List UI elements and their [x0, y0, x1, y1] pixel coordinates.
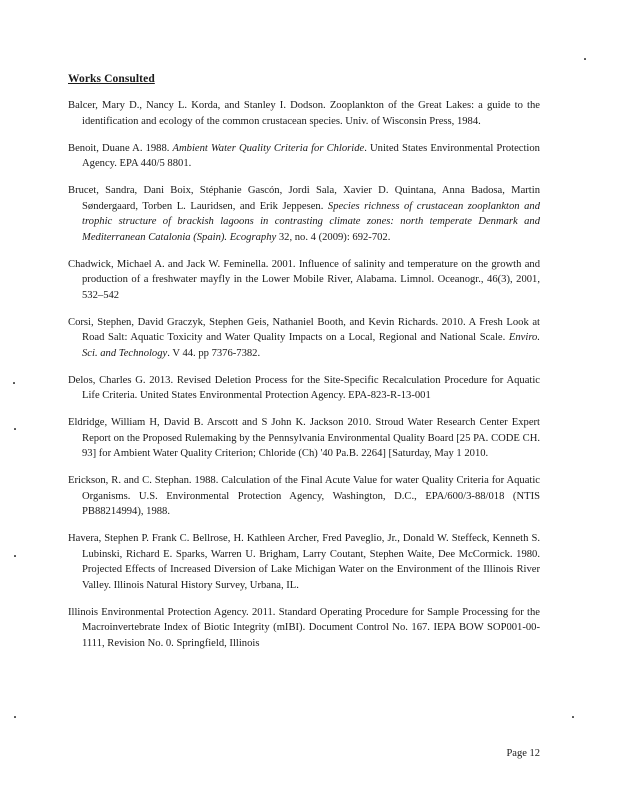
reference-text: Balcer, Mary D., Nancy L. Korda, and Stanley I. Dodson. Zooplankton of the Great Lakes: a guide to the identification and ecology of the common crustacean species. Univ. of Wisconsin Press, 1984. — [68, 100, 540, 127]
scan-speck — [13, 382, 15, 384]
scan-speck — [14, 716, 16, 718]
reference-text: . V 44. pp 7376-7382. — [167, 347, 261, 359]
reference-title-italic: Enviro. Sci. and Technology — [82, 332, 540, 359]
reference-text: Benoit, Duane A. 1988. — [68, 142, 173, 154]
reference-entry — [68, 373, 540, 404]
reference-entry — [68, 98, 540, 129]
section-heading: Works Consulted — [68, 73, 155, 85]
reference-text: . United States Environmental Protection Agency. EPA 440/5 8801. — [82, 142, 540, 169]
scan-speck — [14, 555, 16, 557]
reference-text: Brucet, Sandra, Dani Boix, Stéphanie Gascón, Jordi Sala, Xavier D. Quintana, Anna Badosa, Martin Søndergaard, Torben L. Lauridsen, and Erik Jeppesen. — [68, 185, 540, 212]
reference-entry — [68, 415, 540, 462]
reference-entry — [68, 473, 540, 520]
reference-entry — [68, 257, 540, 304]
reference-entry — [68, 531, 540, 593]
reference-text: Chadwick, Michael A. and Jack W. Feminella. 2001. Influence of salinity and temperature on the growth and production of a freshwater mayfly in the Lower Mobile River, Alabama. Limnol. Oceanogr., 46(3), 2001, 532–542 — [68, 258, 540, 301]
scan-speck — [584, 58, 586, 60]
page-number: Page 12 — [506, 748, 540, 759]
reference-entry — [68, 183, 540, 245]
reference-title-italic: Species richness of crustacean zooplankton and trophic structure of brackish lagoons in contrasting climate zones: north temperate Denmark and Mediterranean Catalonia (Spain). Ecography — [82, 200, 540, 243]
reference-text: Delos, Charles G. 2013. Revised Deletion Process for the Site-Specific Recalculation Procedure for Aquatic Life Criteria. United States Environmental Protection Agency. EPA-823-R-13-001 — [68, 374, 540, 401]
reference-entry — [68, 315, 540, 362]
reference-list — [68, 98, 540, 663]
scan-speck — [572, 716, 574, 718]
reference-title-italic: Ambient Water Quality Criteria for Chloride — [172, 142, 365, 154]
reference-text: Corsi, Stephen, David Graczyk, Stephen Geis, Nathaniel Booth, and Kevin Richards. 2010. A Fresh Look at Road Salt: Aquatic Toxicity and Water Quality Impacts on a Local, Regional and National Scale. — [68, 316, 540, 343]
scan-speck — [14, 428, 16, 430]
reference-text: Eldridge, William H, David B. Arscott and S John K. Jackson 2010. Stroud Water Research Center Expert Report on the Proposed Rulemaking by the Pennsylvania Environmental Quality Board [25 PA. CODE CH. 93] for Ambient Water Quality Criterion; Chloride (Ch) '40 Pa.B. 2264] [Saturday, May 1 2010. — [68, 417, 540, 459]
reference-text: Havera, Stephen P. Frank C. Bellrose, H. Kathleen Archer, Fred Paveglio, Jr., Donald W. Steffeck, Kenneth S. Lubinski, Richard E. Sparks, Warren U. Brigham, Larry Coutant, Stephen Waite, Dee McCormick. 1980. Projected Effects of Increased Diversion of Lake Michigan Water on the Environment of the Illinois River Valley. Illinois Natural History Survey, Urbana, IL. — [68, 533, 540, 591]
reference-entry — [68, 141, 540, 172]
reference-text: Illinois Environmental Protection Agency. 2011. Standard Operating Procedure for Sample Processing for the Macroinvertebrate Index of Biotic Integrity (mIBI). Document Control No. 167. IEPA BOW SOP001-00-1111, Revision No. 0. Springfield, Illinois — [68, 606, 540, 649]
reference-text: 32, no. 4 (2009): 692-702. — [276, 231, 391, 243]
reference-text: Erickson, R. and C. Stephan. 1988. Calculation of the Final Acute Value for water Quality Criteria for Aquatic Organisms. U.S. Environmental Protection Agency, Washington, D.C., EPA/600/3-88/018 (NTIS PB88214994), 1988. — [68, 475, 540, 517]
reference-entry — [68, 605, 540, 652]
